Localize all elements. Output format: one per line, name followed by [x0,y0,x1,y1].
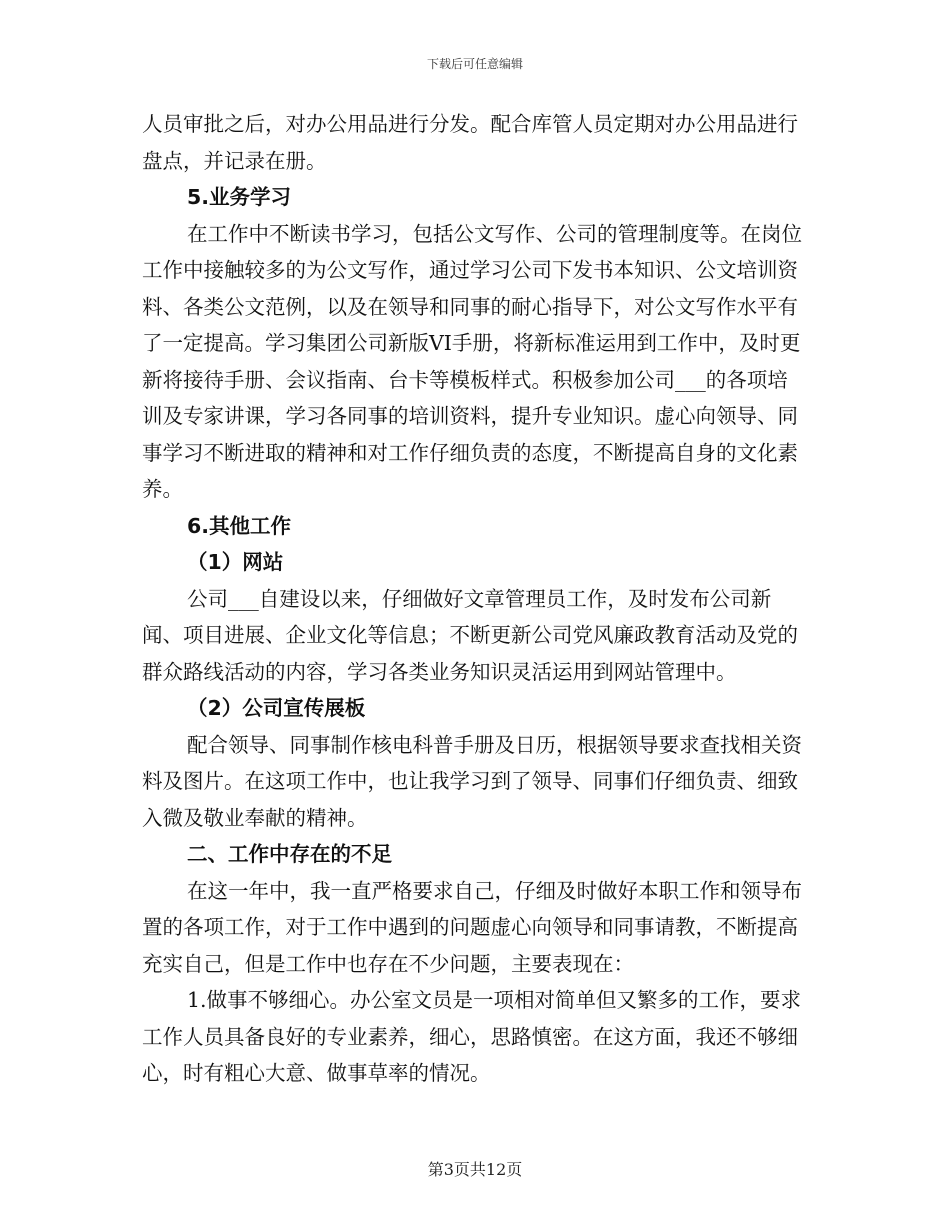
paragraph-not-careful: 1.做事不够细心。办公室文员是一项相对简单但又繁多的工作，要求工作人员具备良好的专业素养，细心，思路慎密。在这方面，我还不够细心，时有粗心大意、做事草率的情况。 [142,988,802,1085]
paragraph-shortcomings-intro: 在这一年中，我一直严格要求自己，仔细及时做好本职工作和领导布置的各项工作，对于工作中遇到的问题虚心向领导和同事请教，不断提高充实自己，但是工作中也存在不少问题，主要表现在： [142,878,802,976]
paragraph-business-study: 在工作中不断读书学习，包括公文写作、公司的管理制度等。在岗位工作中接触较多的为公文写作，通过学习公司下发书本知识、公文培训资料、各类公文范例，以及在领导和同事的耐心指导下，对公文写作水平有了一定提高。学习集团公司新版VI手册，将新标准运用到工作中，及时更新将接待手册、会议指南、台卡等模板样式。积极参加公司___的各项培训及专家讲课，学习各同事的培训资料，提升专业知识。虚心向领导、同事学习不断进取的精神和对工作仔细负责的态度，不断提高自身的文化素养。 [142,221,802,501]
subheading-website: （1）网站 [187,550,284,574]
heading-shortcomings: 二、工作中存在的不足 [187,842,392,866]
paragraph-office-supplies: 人员审批之后，对办公用品进行分发。配合库管人员定期对办公用品进行盘点，并记录在册。 [142,112,798,173]
page-number: 第3页共12页 [427,1160,523,1179]
subheading-publicity-board: （2）公司宣传展板 [187,696,366,720]
paragraph-website: 公司___自建设以来，仔细做好文章管理员工作，及时发布公司新闻、项目进展、企业文化等信息；不断更新公司党风廉政教育活动及党的群众路线活动的内容，学习各类业务知识灵活运用到网站管理中。 [142,586,798,684]
page-header-note: 下载后可任意编辑 [426,57,523,71]
heading-other-work: 6.其他工作 [187,513,292,538]
document-body [142,106,807,1092]
paragraph-publicity-board: 配合领导、同事制作核电科普手册及日历，根据领导要求查找相关资料及图片。在这项工作中，也让我学习到了领导、同事们仔细负责、细致入微及敬业奉献的精神。 [142,732,802,830]
heading-business-study: 5.业务学习 [187,185,292,209]
